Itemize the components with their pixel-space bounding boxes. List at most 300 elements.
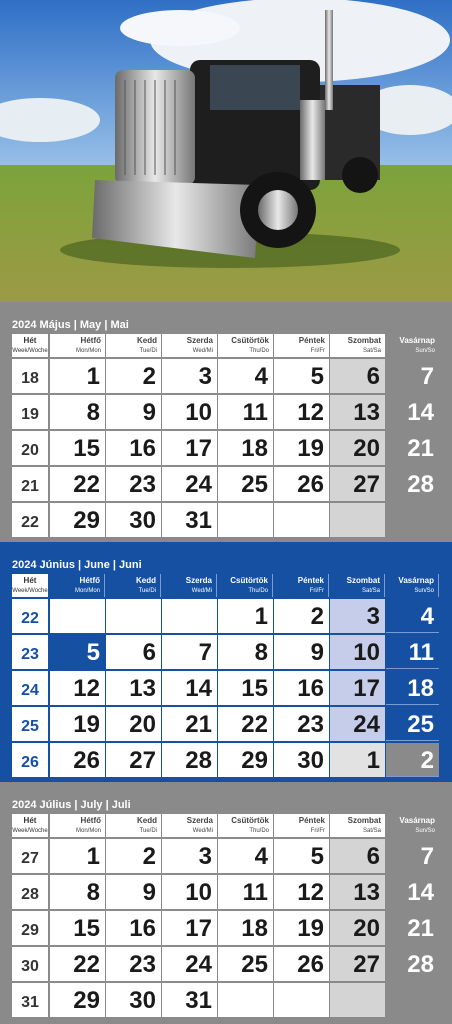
day-cell[interactable] bbox=[50, 359, 105, 393]
truck-photo bbox=[0, 0, 452, 302]
day-cell[interactable] bbox=[386, 707, 439, 741]
weekday-header-cell bbox=[330, 334, 385, 357]
week-number: 22 bbox=[12, 599, 48, 633]
day-cell[interactable] bbox=[50, 875, 105, 909]
weekday-name: Hétfő bbox=[80, 336, 101, 345]
day-cell[interactable] bbox=[106, 467, 161, 501]
day-number: 4 bbox=[254, 843, 268, 870]
weeks-body bbox=[12, 599, 439, 779]
day-cell[interactable] bbox=[106, 503, 161, 537]
week-row bbox=[12, 671, 439, 707]
weekday-translation: Thu/Do bbox=[249, 828, 269, 834]
day-cell[interactable] bbox=[106, 911, 161, 945]
day-cell[interactable] bbox=[162, 983, 217, 1017]
day-number: 14 bbox=[407, 399, 434, 426]
weekday-header bbox=[12, 574, 439, 597]
day-number: 28 bbox=[407, 951, 434, 978]
day-number: 19 bbox=[73, 711, 100, 738]
day-cell[interactable] bbox=[330, 599, 385, 633]
day-cell[interactable] bbox=[106, 359, 161, 393]
day-cell[interactable] bbox=[50, 707, 105, 741]
day-number: 17 bbox=[185, 435, 212, 462]
weekday-name: Szerda bbox=[185, 576, 212, 585]
week-row bbox=[12, 983, 439, 1019]
day-cell[interactable] bbox=[274, 707, 329, 741]
day-cell[interactable] bbox=[162, 875, 217, 909]
month-title: 2024 Május | May | Mai bbox=[12, 319, 129, 331]
week-header-label: Hét bbox=[23, 336, 37, 345]
day-cell[interactable] bbox=[330, 503, 385, 537]
day-number: 8 bbox=[254, 639, 268, 666]
day-cell[interactable] bbox=[106, 983, 161, 1017]
day-cell[interactable] bbox=[330, 743, 385, 777]
day-number: 17 bbox=[353, 675, 380, 702]
week-column-header bbox=[12, 574, 48, 597]
weekday-translation: Sat/Sa bbox=[362, 828, 381, 834]
weekday-header-cell bbox=[218, 814, 273, 837]
day-cell[interactable] bbox=[162, 503, 217, 537]
weekday-translation: Thu/Do bbox=[249, 348, 269, 354]
day-cell[interactable] bbox=[274, 743, 329, 777]
day-cell[interactable] bbox=[106, 635, 161, 669]
day-cell[interactable] bbox=[274, 911, 329, 945]
week-number: 28 bbox=[12, 875, 48, 909]
week-row bbox=[12, 839, 439, 875]
week-number: 31 bbox=[12, 983, 48, 1017]
day-number: 2 bbox=[142, 363, 156, 390]
weekday-translation: Thu/Do bbox=[248, 588, 268, 594]
week-row bbox=[12, 395, 439, 431]
day-cell[interactable] bbox=[274, 839, 329, 873]
weekday-name: Szerda bbox=[186, 336, 213, 345]
day-number: 16 bbox=[129, 915, 156, 942]
day-cell[interactable] bbox=[386, 671, 439, 705]
weekday-translation: Wed/Mi bbox=[191, 588, 212, 594]
weekday-header-cell bbox=[50, 574, 105, 597]
day-number: 5 bbox=[86, 639, 100, 666]
month-section bbox=[0, 782, 452, 1024]
day-number: 29 bbox=[73, 507, 100, 534]
weekday-translation: Sat/Sa bbox=[361, 588, 380, 594]
day-number: 20 bbox=[353, 915, 380, 942]
weekday-header bbox=[12, 334, 439, 357]
month-grid bbox=[12, 814, 439, 1019]
month-title: 2024 Július | July | Juli bbox=[12, 799, 131, 811]
day-cell[interactable] bbox=[218, 431, 273, 465]
day-cell[interactable] bbox=[274, 875, 329, 909]
weekday-translation: Tue/Di bbox=[139, 828, 157, 834]
day-cell[interactable] bbox=[274, 395, 329, 429]
day-number: 18 bbox=[407, 675, 434, 702]
week-row bbox=[12, 911, 439, 947]
week-number: 19 bbox=[12, 395, 48, 429]
weekday-header bbox=[12, 814, 439, 837]
day-number: 15 bbox=[73, 915, 100, 942]
day-number: 11 bbox=[242, 879, 268, 906]
weekday-name: Péntek bbox=[297, 576, 324, 585]
day-cell[interactable] bbox=[274, 467, 329, 501]
day-cell[interactable] bbox=[274, 671, 329, 705]
day-cell[interactable] bbox=[218, 467, 273, 501]
weekday-header-cell bbox=[386, 574, 439, 597]
day-number: 22 bbox=[73, 951, 100, 978]
day-cell[interactable] bbox=[162, 599, 217, 633]
day-number: 18 bbox=[241, 435, 268, 462]
day-number: 29 bbox=[241, 747, 268, 774]
day-cell[interactable] bbox=[162, 431, 217, 465]
month-title: 2024 Június | June | Juni bbox=[12, 559, 142, 571]
weekday-translation: Sun/So bbox=[415, 348, 435, 354]
day-number: 5 bbox=[310, 363, 324, 390]
day-cell[interactable] bbox=[106, 431, 161, 465]
week-column-header bbox=[12, 334, 48, 357]
weeks-body bbox=[12, 359, 439, 539]
day-number: 6 bbox=[366, 363, 380, 390]
day-cell[interactable] bbox=[218, 599, 273, 633]
day-cell[interactable] bbox=[386, 839, 439, 873]
day-number: 7 bbox=[420, 843, 434, 870]
day-number: 24 bbox=[185, 951, 212, 978]
week-row bbox=[12, 359, 439, 395]
weekday-name: Hétfő bbox=[80, 816, 101, 825]
day-number: 27 bbox=[353, 471, 380, 498]
day-cell[interactable] bbox=[274, 947, 329, 981]
weekday-translation: Fri/Fr bbox=[310, 348, 325, 354]
day-number: 1 bbox=[86, 843, 100, 870]
day-cell[interactable] bbox=[330, 911, 385, 945]
truck-image bbox=[0, 0, 452, 302]
day-cell[interactable] bbox=[218, 707, 273, 741]
day-cell[interactable] bbox=[50, 431, 105, 465]
weekday-header-cell bbox=[218, 334, 273, 357]
day-number: 30 bbox=[297, 747, 324, 774]
day-number: 1 bbox=[366, 747, 380, 774]
weekday-header-cell bbox=[386, 334, 439, 357]
day-number: 26 bbox=[297, 471, 324, 498]
day-number: 2 bbox=[142, 843, 156, 870]
day-cell[interactable] bbox=[218, 983, 273, 1017]
day-number: 24 bbox=[185, 471, 212, 498]
day-cell[interactable] bbox=[386, 743, 439, 777]
weekday-header-cell bbox=[274, 574, 329, 597]
day-cell[interactable] bbox=[218, 635, 273, 669]
day-cell[interactable] bbox=[386, 599, 439, 633]
weekday-header-cell bbox=[218, 574, 273, 597]
day-number: 6 bbox=[366, 843, 380, 870]
day-cell[interactable] bbox=[330, 839, 385, 873]
day-cell[interactable] bbox=[386, 395, 439, 429]
day-number: 27 bbox=[353, 951, 380, 978]
week-number: 21 bbox=[12, 467, 48, 501]
day-cell[interactable] bbox=[386, 431, 439, 465]
weekday-name: Szombat bbox=[346, 576, 380, 585]
day-number: 15 bbox=[241, 675, 268, 702]
day-cell[interactable] bbox=[218, 947, 273, 981]
weekday-header-cell bbox=[330, 574, 385, 597]
month-grid bbox=[12, 574, 439, 779]
day-number: 3 bbox=[198, 843, 212, 870]
week-number: 18 bbox=[12, 359, 48, 393]
day-number: 19 bbox=[297, 435, 324, 462]
week-row bbox=[12, 599, 439, 635]
weekday-header-cell bbox=[162, 574, 217, 597]
day-number: 3 bbox=[198, 363, 212, 390]
week-number: 30 bbox=[12, 947, 48, 981]
day-number: 27 bbox=[129, 747, 156, 774]
day-cell[interactable] bbox=[274, 983, 329, 1017]
day-number: 31 bbox=[185, 507, 212, 534]
day-number: 6 bbox=[142, 639, 156, 666]
day-cell[interactable] bbox=[330, 947, 385, 981]
week-number: 27 bbox=[12, 839, 48, 873]
week-row bbox=[12, 467, 439, 503]
weekday-name: Kedd bbox=[137, 816, 157, 825]
weekday-name: Kedd bbox=[137, 336, 157, 345]
day-number: 23 bbox=[129, 471, 156, 498]
day-number: 10 bbox=[185, 879, 212, 906]
day-number: 26 bbox=[297, 951, 324, 978]
day-cell[interactable] bbox=[50, 671, 105, 705]
day-number: 9 bbox=[310, 639, 324, 666]
day-cell[interactable] bbox=[162, 635, 217, 669]
weekday-header-cell bbox=[162, 334, 217, 357]
day-cell[interactable] bbox=[386, 359, 439, 393]
day-number: 24 bbox=[353, 711, 380, 738]
day-number: 12 bbox=[297, 879, 324, 906]
day-number: 9 bbox=[142, 399, 156, 426]
day-cell[interactable] bbox=[386, 467, 439, 501]
day-number: 3 bbox=[366, 603, 380, 630]
weeks-body bbox=[12, 839, 439, 1019]
day-cell[interactable] bbox=[330, 395, 385, 429]
day-cell[interactable] bbox=[162, 947, 217, 981]
day-cell[interactable] bbox=[106, 707, 161, 741]
day-number: 23 bbox=[297, 711, 324, 738]
day-number: 12 bbox=[297, 399, 324, 426]
weekday-header-cell bbox=[386, 814, 439, 837]
day-number: 31 bbox=[185, 987, 212, 1014]
weekday-name: Vasárnap bbox=[399, 336, 435, 345]
weekday-name: Péntek bbox=[298, 336, 325, 345]
day-number: 2 bbox=[310, 603, 324, 630]
day-cell[interactable] bbox=[218, 911, 273, 945]
weekday-name: Csütörtök bbox=[230, 576, 268, 585]
day-cell[interactable] bbox=[106, 599, 161, 633]
day-number: 16 bbox=[129, 435, 156, 462]
weekday-translation: Mon/Mon bbox=[74, 588, 100, 594]
weekday-header-cell bbox=[50, 334, 105, 357]
day-cell[interactable] bbox=[274, 503, 329, 537]
day-cell[interactable] bbox=[106, 671, 161, 705]
day-number: 15 bbox=[73, 435, 100, 462]
day-number: 22 bbox=[241, 711, 268, 738]
day-number: 14 bbox=[185, 675, 212, 702]
week-number: 25 bbox=[12, 707, 48, 741]
week-row bbox=[12, 635, 439, 671]
weekday-translation: Wed/Mi bbox=[192, 348, 213, 354]
day-cell[interactable] bbox=[330, 707, 385, 741]
day-cell[interactable] bbox=[218, 875, 273, 909]
day-number: 9 bbox=[142, 879, 156, 906]
day-number: 21 bbox=[185, 711, 212, 738]
day-number: 1 bbox=[254, 603, 268, 630]
day-number: 21 bbox=[407, 435, 434, 462]
day-cell[interactable] bbox=[162, 359, 217, 393]
day-number: 30 bbox=[129, 987, 156, 1014]
day-number: 5 bbox=[310, 843, 324, 870]
day-cell[interactable] bbox=[330, 635, 385, 669]
day-number: 26 bbox=[73, 747, 100, 774]
weekday-translation: Mon/Mon bbox=[75, 828, 101, 834]
day-number: 7 bbox=[198, 639, 212, 666]
day-cell[interactable] bbox=[50, 395, 105, 429]
weekday-translation: Tue/Di bbox=[139, 348, 157, 354]
day-cell[interactable] bbox=[274, 431, 329, 465]
week-header-label: Hét bbox=[23, 576, 37, 585]
weekday-name: Csütörtök bbox=[231, 816, 269, 825]
weekday-name: Vasárnap bbox=[399, 816, 435, 825]
day-number: 20 bbox=[353, 435, 380, 462]
weekday-name: Vasárnap bbox=[398, 576, 434, 585]
day-cell[interactable] bbox=[386, 983, 439, 1017]
day-cell[interactable] bbox=[50, 599, 105, 633]
day-cell[interactable] bbox=[218, 503, 273, 537]
day-number: 13 bbox=[129, 675, 156, 702]
day-cell[interactable] bbox=[162, 707, 217, 741]
day-number: 16 bbox=[297, 675, 324, 702]
day-cell[interactable] bbox=[386, 875, 439, 909]
weekday-name: Szerda bbox=[186, 816, 213, 825]
weekday-header-cell bbox=[106, 574, 161, 597]
day-cell[interactable] bbox=[386, 635, 439, 669]
day-cell[interactable] bbox=[274, 599, 329, 633]
day-cell[interactable] bbox=[218, 839, 273, 873]
day-cell[interactable] bbox=[106, 875, 161, 909]
weekday-header-cell bbox=[274, 334, 329, 357]
day-cell[interactable] bbox=[162, 467, 217, 501]
day-number: 2 bbox=[420, 747, 434, 774]
day-cell[interactable] bbox=[50, 503, 105, 537]
day-cell[interactable] bbox=[162, 395, 217, 429]
day-cell[interactable] bbox=[218, 743, 273, 777]
day-cell[interactable] bbox=[218, 359, 273, 393]
weekday-name: Szombat bbox=[347, 816, 381, 825]
week-row bbox=[12, 431, 439, 467]
day-cell[interactable] bbox=[106, 743, 161, 777]
day-number: 4 bbox=[254, 363, 268, 390]
day-number: 13 bbox=[353, 399, 380, 426]
day-number: 23 bbox=[129, 951, 156, 978]
day-cell[interactable] bbox=[386, 911, 439, 945]
day-cell[interactable] bbox=[218, 395, 273, 429]
week-number: 24 bbox=[12, 671, 48, 705]
day-cell[interactable] bbox=[330, 875, 385, 909]
weekday-translation: Fri/Fr bbox=[310, 828, 325, 834]
weekday-header-cell bbox=[330, 814, 385, 837]
weekday-translation: Sun/So bbox=[414, 588, 434, 594]
week-header-sublabel: Week/Woche bbox=[12, 588, 48, 594]
weekday-name: Péntek bbox=[298, 816, 325, 825]
day-number: 18 bbox=[241, 915, 268, 942]
day-cell[interactable] bbox=[330, 983, 385, 1017]
day-number: 8 bbox=[86, 879, 100, 906]
weekday-name: Szombat bbox=[347, 336, 381, 345]
week-number: 22 bbox=[12, 503, 48, 537]
week-number: 29 bbox=[12, 911, 48, 945]
day-number: 7 bbox=[420, 363, 434, 390]
day-number: 30 bbox=[129, 507, 156, 534]
day-number: 28 bbox=[185, 747, 212, 774]
weekday-translation: Wed/Mi bbox=[192, 828, 213, 834]
weekday-name: Kedd bbox=[136, 576, 156, 585]
day-number: 8 bbox=[86, 399, 100, 426]
day-cell[interactable] bbox=[386, 503, 439, 537]
day-cell[interactable] bbox=[50, 635, 105, 669]
day-number: 19 bbox=[297, 915, 324, 942]
day-cell[interactable] bbox=[50, 911, 105, 945]
day-number: 25 bbox=[241, 951, 268, 978]
day-cell[interactable] bbox=[50, 983, 105, 1017]
weekday-translation: Sat/Sa bbox=[362, 348, 381, 354]
day-number: 22 bbox=[73, 471, 100, 498]
weekday-translation: Fri/Fr bbox=[309, 588, 324, 594]
week-header-sublabel: Week/Woche bbox=[12, 828, 48, 834]
day-cell[interactable] bbox=[162, 671, 217, 705]
day-cell[interactable] bbox=[50, 839, 105, 873]
day-cell[interactable] bbox=[106, 395, 161, 429]
week-row bbox=[12, 707, 439, 743]
day-cell[interactable] bbox=[330, 431, 385, 465]
weekday-header-cell bbox=[50, 814, 105, 837]
day-cell[interactable] bbox=[386, 947, 439, 981]
day-cell[interactable] bbox=[50, 467, 105, 501]
day-cell[interactable] bbox=[106, 839, 161, 873]
day-number: 10 bbox=[185, 399, 212, 426]
day-number: 13 bbox=[353, 879, 380, 906]
week-row bbox=[12, 875, 439, 911]
day-number: 28 bbox=[407, 471, 434, 498]
month-grid bbox=[12, 334, 439, 539]
day-cell[interactable] bbox=[330, 467, 385, 501]
day-cell[interactable] bbox=[162, 743, 217, 777]
day-cell[interactable] bbox=[106, 947, 161, 981]
weekday-header-cell bbox=[274, 814, 329, 837]
day-cell[interactable] bbox=[274, 359, 329, 393]
weekday-translation: Mon/Mon bbox=[75, 348, 101, 354]
day-number: 4 bbox=[420, 603, 434, 630]
weekday-translation: Sun/So bbox=[415, 828, 435, 834]
day-cell[interactable] bbox=[274, 635, 329, 669]
weekday-name: Hétfő bbox=[79, 576, 100, 585]
day-cell[interactable] bbox=[162, 911, 217, 945]
day-number: 21 bbox=[407, 915, 434, 942]
weekday-translation: Tue/Di bbox=[138, 588, 156, 594]
month-section bbox=[0, 542, 452, 782]
day-cell[interactable] bbox=[50, 947, 105, 981]
day-cell[interactable] bbox=[330, 359, 385, 393]
day-cell[interactable] bbox=[162, 839, 217, 873]
day-number: 29 bbox=[73, 987, 100, 1014]
weekday-header-cell bbox=[106, 334, 161, 357]
day-cell[interactable] bbox=[50, 743, 105, 777]
day-cell[interactable] bbox=[330, 671, 385, 705]
week-row bbox=[12, 947, 439, 983]
day-number: 17 bbox=[185, 915, 212, 942]
day-number: 10 bbox=[353, 639, 380, 666]
day-number: 12 bbox=[73, 675, 100, 702]
weekday-header-cell bbox=[162, 814, 217, 837]
day-cell[interactable] bbox=[218, 671, 273, 705]
